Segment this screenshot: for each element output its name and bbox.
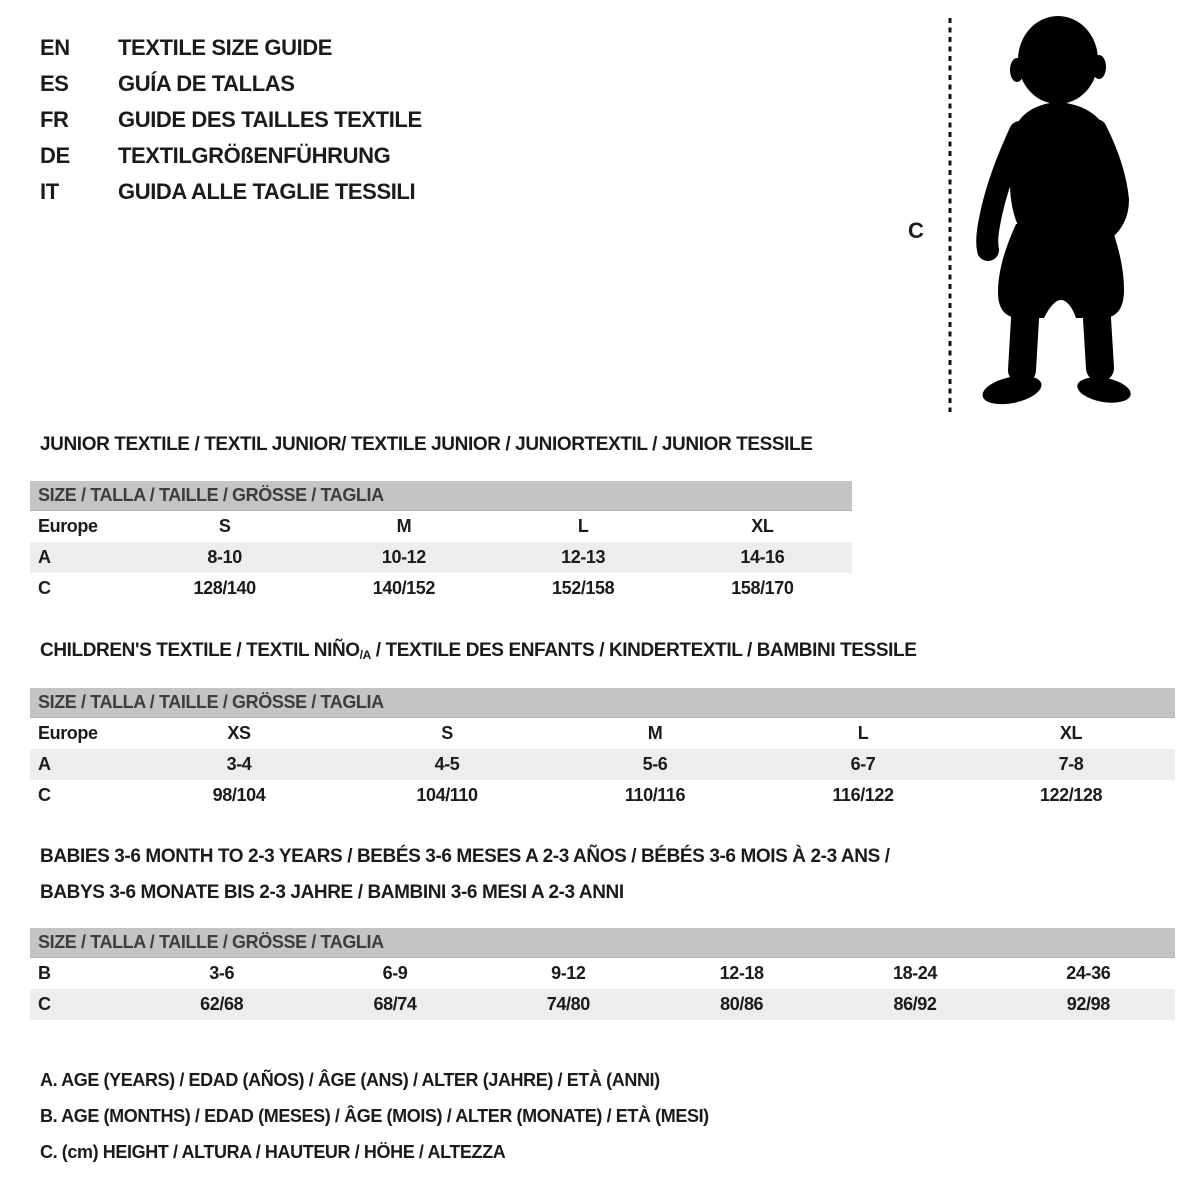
- table-cell: 24-36: [1066, 963, 1111, 983]
- legend-line-b: B. AGE (MONTHS) / EDAD (MESES) / ÂGE (MOIS) / ALTER (MONATE) / ETÀ (MESI): [40, 1106, 709, 1126]
- language-title: TEXTILE SIZE GUIDE: [118, 35, 333, 60]
- section-title-children-text: / TEXTILE DES ENFANTS / KINDERTEXTIL / BAMBINI TESSILE: [370, 640, 917, 661]
- size-table-children: [30, 688, 1175, 811]
- table-cell: 110/116: [624, 785, 686, 805]
- table-cell: 14-16: [740, 547, 785, 567]
- language-title: GUÍA DE TALLAS: [118, 71, 295, 96]
- table-cell: 3-6: [209, 963, 235, 983]
- language-title: GUIDE DES TAILLES TEXTILE: [118, 107, 422, 132]
- language-code: ES: [40, 71, 69, 96]
- row-label: B: [38, 963, 51, 983]
- language-row: [40, 66, 422, 102]
- table-cell: XL: [751, 516, 774, 536]
- table-cell: 158/170: [731, 578, 794, 598]
- language-title-list: [40, 30, 422, 210]
- height-measure-label: C: [908, 218, 924, 243]
- language-row: [40, 102, 422, 138]
- section-title-children-subscript: /A: [359, 648, 371, 662]
- table-cell: 12-18: [719, 963, 764, 983]
- table-row-age: [30, 542, 852, 573]
- table-cell: M: [647, 723, 663, 743]
- size-table-junior: [30, 481, 852, 604]
- table-cell: 104/110: [416, 785, 478, 805]
- table-cell: 152/158: [551, 578, 615, 598]
- language-code: EN: [40, 35, 70, 60]
- table-cell: 86/92: [893, 994, 937, 1014]
- legend-line-c: C. (cm) HEIGHT / ALTURA / HAUTEUR / HÖHE / ALTEZZA: [40, 1142, 506, 1162]
- row-label: A: [38, 754, 51, 774]
- language-title: GUIDA ALLE TAGLIE TESSILI: [118, 179, 416, 204]
- language-row: [40, 138, 422, 174]
- table-cell: 122/128: [1039, 785, 1103, 805]
- table-cell: 8-10: [207, 547, 242, 567]
- table-cell: XL: [1059, 723, 1083, 743]
- size-header-bar: SIZE / TALLA / TAILLE / GRÖSSE / TAGLIA: [30, 481, 852, 511]
- table-cell: S: [218, 516, 231, 536]
- language-code: DE: [40, 143, 70, 168]
- language-row: [40, 30, 422, 66]
- size-header-bar: SIZE / TALLA / TAILLE / GRÖSSE / TAGLIA: [30, 688, 1175, 718]
- table-row-height: [30, 573, 852, 604]
- table-cell: 6-7: [850, 754, 876, 774]
- row-label: Europe: [38, 516, 98, 536]
- table-cell: 3-4: [226, 754, 252, 774]
- table-cell: L: [577, 516, 589, 536]
- table-cell: 18-24: [892, 963, 937, 983]
- table-row-sizes: [30, 718, 1175, 749]
- row-label: Europe: [38, 723, 98, 743]
- baby-silhouette-icon: [940, 12, 1146, 414]
- table-cell: 140/152: [372, 578, 435, 598]
- table-cell: S: [441, 723, 453, 743]
- table-cell: 80/86: [720, 994, 764, 1014]
- row-label: C: [38, 994, 51, 1014]
- section-title-children: [40, 640, 916, 662]
- size-table-babies: [30, 928, 1175, 1020]
- table-row-sizes: [30, 511, 852, 542]
- table-cell: 92/98: [1066, 994, 1110, 1014]
- table-cell: 5-6: [642, 754, 668, 774]
- section-title-babies-line1: BABIES 3-6 MONTH TO 2-3 YEARS / BEBÉS 3-6 MESES A 2-3 AÑOS / BÉBÉS 3-6 MOIS À 2-3 ANS /: [40, 846, 890, 867]
- toddler-silhouette: [980, 16, 1133, 409]
- table-row-height: [30, 989, 1175, 1020]
- table-row-months: [30, 958, 1175, 989]
- section-title-babies-line2: BABYS 3-6 MONATE BIS 2-3 JAHRE / BAMBINI 3-6 MESI A 2-3 ANNI: [40, 882, 624, 903]
- table-row-age: [30, 749, 1175, 780]
- row-label: A: [38, 547, 51, 567]
- section-title-junior: JUNIOR TEXTILE / TEXTIL JUNIOR/ TEXTILE JUNIOR / JUNIORTEXTIL / JUNIOR TESSILE: [40, 434, 813, 455]
- row-label: C: [38, 785, 51, 805]
- table-cell: 116/122: [832, 785, 894, 805]
- table-cell: XS: [227, 723, 251, 743]
- size-header-bar: SIZE / TALLA / TAILLE / GRÖSSE / TAGLIA: [30, 928, 1175, 958]
- section-title-children-text: CHILDREN'S TEXTILE / TEXTIL NIÑO: [40, 640, 360, 661]
- table-cell: 6-9: [382, 963, 408, 983]
- table-cell: 9-12: [551, 963, 586, 983]
- language-code: FR: [40, 107, 69, 132]
- table-cell: 62/68: [200, 994, 244, 1014]
- table-cell: 7-8: [1058, 754, 1084, 774]
- row-label: C: [38, 578, 51, 598]
- table-cell: M: [396, 516, 412, 536]
- language-code: IT: [40, 179, 59, 204]
- table-cell: 10-12: [381, 547, 426, 567]
- legend-line-a: A. AGE (YEARS) / EDAD (AÑOS) / ÂGE (ANS) / ALTER (JAHRE) / ETÀ (ANNI): [40, 1070, 660, 1090]
- language-row: [40, 174, 422, 210]
- table-cell: 74/80: [546, 994, 590, 1014]
- table-cell: L: [857, 723, 869, 743]
- table-cell: 68/74: [373, 994, 417, 1014]
- table-cell: 4-5: [434, 754, 460, 774]
- table-row-height: [30, 780, 1175, 811]
- table-cell: 12-13: [561, 547, 606, 567]
- table-cell: 98/104: [212, 785, 266, 805]
- table-cell: 128/140: [193, 578, 256, 598]
- language-title: TEXTILGRÖßENFÜHRUNG: [118, 143, 391, 168]
